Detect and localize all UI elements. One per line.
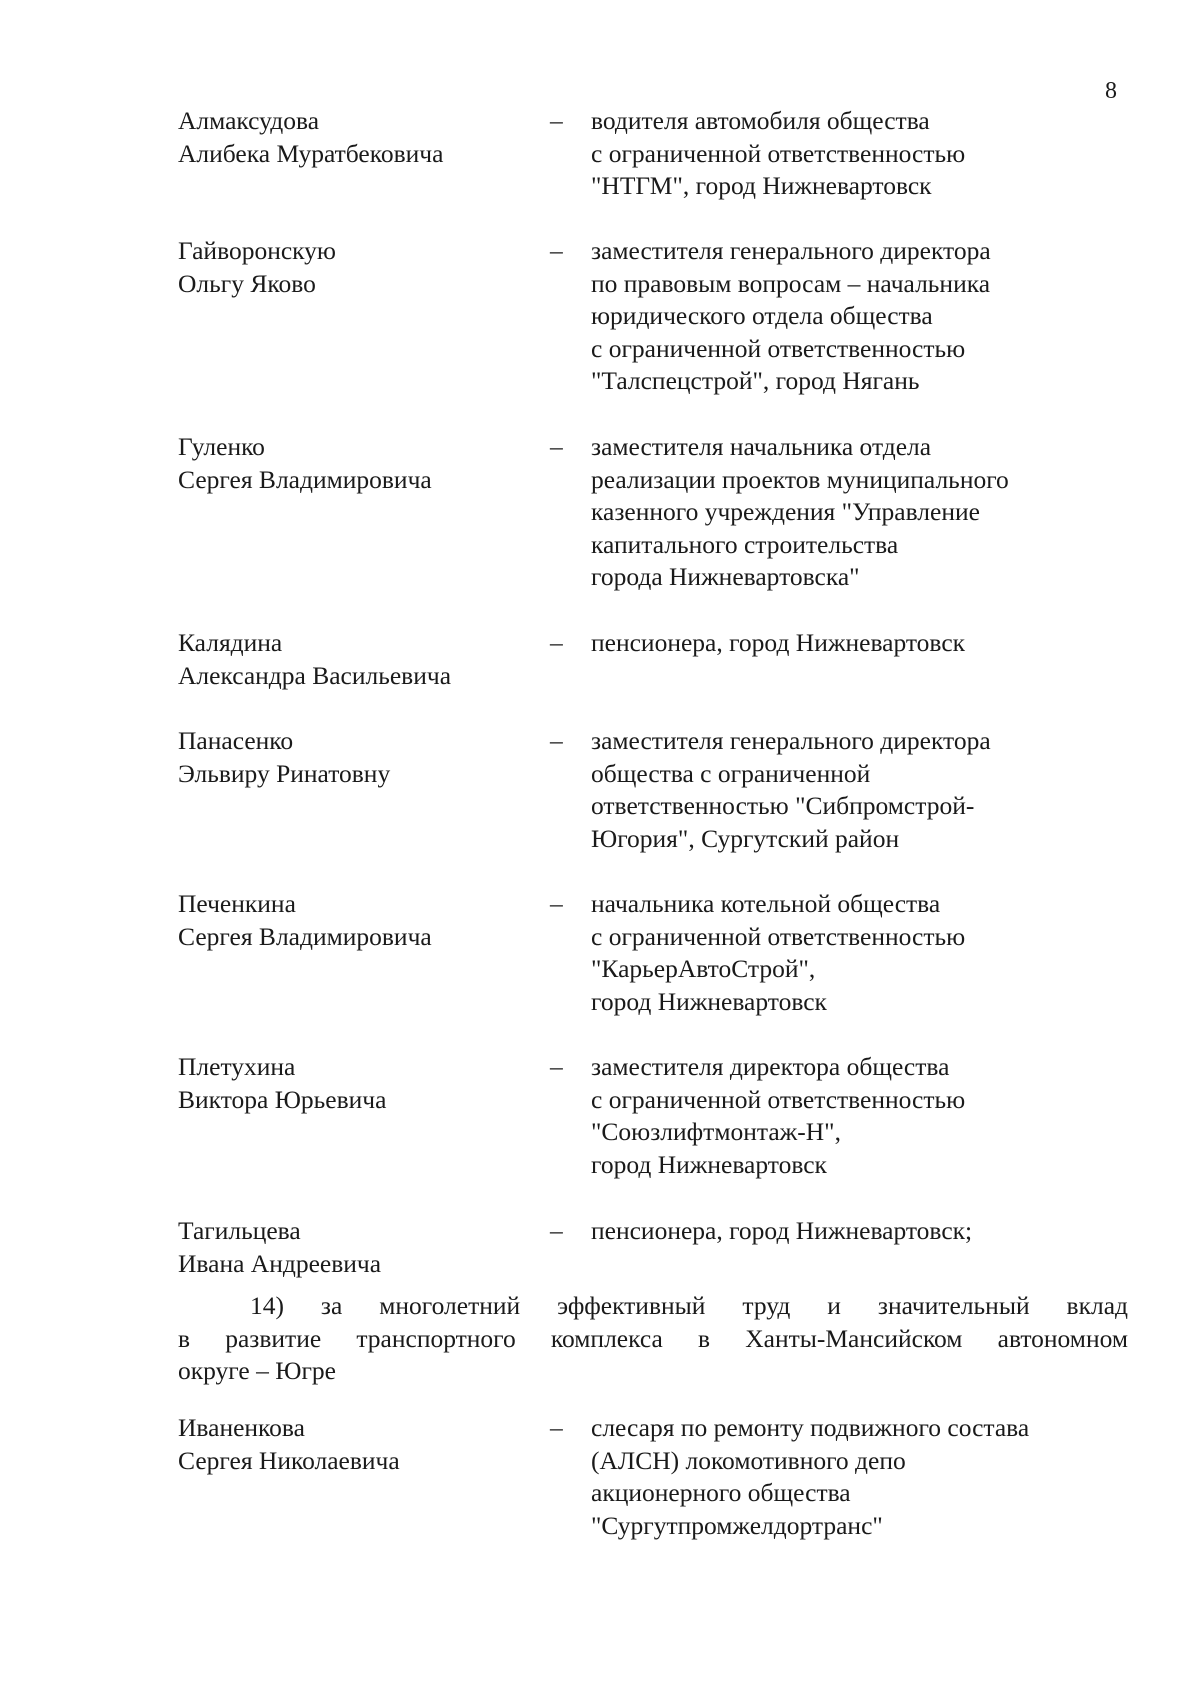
description-line: начальника котельной общества: [591, 889, 941, 918]
given-names: Сергея Владимировича: [178, 921, 432, 951]
description-line: заместителя начальника отдела: [591, 432, 932, 461]
description-line: (АЛСН) локомотивного депо: [591, 1445, 906, 1475]
person-name: [178, 1215, 538, 1280]
dash-separator: –: [550, 1216, 563, 1245]
person-name: [178, 888, 538, 953]
description-line: слесаря по ремонту подвижного состава: [591, 1413, 1030, 1442]
position-description: [591, 1412, 1131, 1542]
person-name: [178, 1051, 538, 1116]
surname: Печенкина: [178, 889, 296, 918]
given-names: Александра Васильевича: [178, 660, 452, 690]
person-name: [178, 235, 538, 300]
description-line: "Талспецстрой", город Нягань: [591, 366, 920, 395]
description-line: "Союзлифтмонтаж-Н",: [591, 1117, 841, 1146]
surname: Панасенко: [178, 726, 294, 755]
surname: Калядина: [178, 628, 283, 657]
description-line: пенсионера, город Нижневартовск;: [591, 1216, 973, 1245]
position-description: [591, 431, 1131, 594]
given-names: Сергея Владимировича: [178, 464, 432, 494]
dash-separator: –: [550, 432, 563, 461]
description-line: город Нижневартовск: [591, 986, 827, 1016]
description-line: "НТГМ", город Нижневартовск: [591, 171, 932, 200]
description-line: юридического отдела общества: [591, 301, 933, 330]
description-line: Югория", Сургутский район: [591, 823, 900, 853]
dash-separator: –: [550, 1052, 563, 1081]
position-description: [591, 235, 1131, 398]
description-line: акционерного общества: [591, 1478, 851, 1507]
position-description: [591, 1051, 1131, 1181]
person-name: [178, 105, 538, 170]
description-line: заместителя генерального директора: [591, 236, 991, 265]
surname: Иваненкова: [178, 1413, 305, 1442]
description-line: реализации проектов муниципального: [591, 464, 1009, 494]
person-name: [178, 431, 538, 496]
surname: Тагильцева: [178, 1216, 301, 1245]
description-line: по правовым вопросам – начальника: [591, 268, 991, 298]
surname: Алмаксудова: [178, 106, 320, 135]
description-line: заместителя директора общества: [591, 1052, 950, 1081]
dash-separator: –: [550, 889, 563, 918]
description-line: ответственностью "Сибпромстрой-: [591, 791, 975, 820]
description-line: "КарьерАвтоСтрой",: [591, 954, 816, 983]
given-names: Алибека Муратбековича: [178, 138, 444, 168]
description-line: с ограниченной ответственностью: [591, 138, 966, 168]
description-line: "Сургутпромжелдортранс": [591, 1510, 883, 1540]
description-line: казенного учреждения "Управление: [591, 497, 980, 526]
position-description: [591, 627, 1131, 660]
description-line: водителя автомобиля общества: [591, 106, 930, 135]
surname: Гуленко: [178, 432, 265, 461]
given-names: Виктора Юрьевича: [178, 1084, 387, 1114]
person-name: [178, 725, 538, 790]
given-names: Эльвиру Ринатовну: [178, 758, 391, 788]
page-number: 8: [1105, 78, 1117, 104]
surname: Плетухина: [178, 1052, 296, 1081]
description-line: заместителя генерального директора: [591, 726, 991, 755]
position-description: [591, 725, 1131, 855]
person-name: [178, 627, 538, 692]
description-line: общества с ограниченной: [591, 758, 871, 788]
surname: Гайворонскую: [178, 236, 336, 265]
description-line: с ограниченной ответственностью: [591, 921, 966, 951]
description-line: с ограниченной ответственностью: [591, 333, 966, 363]
given-names: Сергея Николаевича: [178, 1445, 400, 1475]
paragraph-line: в развитие транспортного комплекса в Ханты-Мансийском автономном: [178, 1323, 1128, 1353]
dash-separator: –: [550, 726, 563, 755]
position-description: [591, 1215, 1131, 1248]
description-line: капитального строительства: [591, 529, 899, 559]
description-line: с ограниченной ответственностью: [591, 1084, 966, 1114]
dash-separator: –: [550, 106, 563, 135]
description-line: город Нижневартовск: [591, 1149, 827, 1179]
position-description: [591, 105, 1131, 203]
paragraph-line: округе – Югре: [178, 1356, 336, 1385]
given-names: Ивана Андреевича: [178, 1248, 382, 1278]
paragraph-line: 14) за многолетний эффективный труд и значительный вклад: [250, 1291, 1128, 1320]
description-line: города Нижневартовска": [591, 562, 860, 591]
dash-separator: –: [550, 236, 563, 265]
description-line: пенсионера, город Нижневартовск: [591, 628, 966, 657]
dash-separator: –: [550, 628, 563, 657]
section-14-paragraph: [178, 1290, 1128, 1388]
dash-separator: –: [550, 1413, 563, 1442]
position-description: [591, 888, 1131, 1018]
person-name: [178, 1412, 538, 1477]
given-names: Ольгу Яково: [178, 268, 316, 298]
